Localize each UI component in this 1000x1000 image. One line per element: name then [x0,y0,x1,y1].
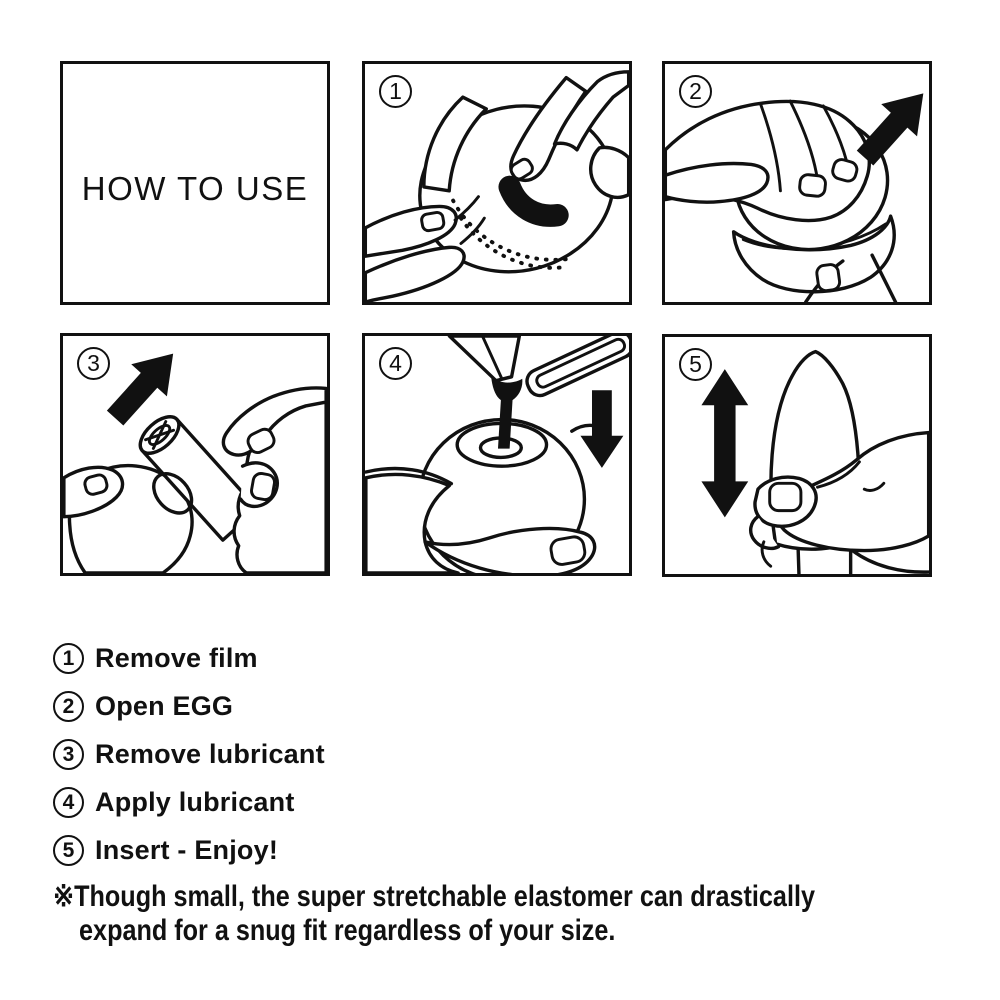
list-item [53,730,325,778]
step-2-number: 2 [53,691,84,722]
footnote [53,880,969,948]
panel-step-2 [662,61,932,305]
list-item [53,826,325,874]
step-legend [53,634,325,874]
lower-thumbnail [816,264,841,292]
footnote-line-1: ※Though small, the super stretchable elastomer can drastically [53,880,815,913]
step-1-circle-number: 1 [379,75,412,108]
panel-step-5 [662,334,932,577]
thumbnail [421,211,445,231]
step-3-number: 3 [53,739,84,770]
step-3-circle-number: 3 [77,347,110,380]
tube-crimped-end [523,336,629,399]
how-to-use-title: HOW TO USE [81,170,309,207]
step-2-circle-number: 2 [679,75,712,108]
step-5-circle-number: 5 [679,348,712,381]
panel-how-to-use [60,61,330,305]
step-1-label: Remove film [95,642,258,673]
step-4-label: Apply lubricant [95,786,295,817]
wrist-line [853,551,929,573]
list-item [53,634,325,682]
fingernail-1 [799,174,826,197]
step-5-number: 5 [53,835,84,866]
reference-mark: ※ [53,880,75,913]
right-thumbnail [250,472,275,501]
step-1-number: 1 [53,643,84,674]
list-item [53,778,325,826]
panel-step-3 [60,333,330,576]
step-3-label: Remove lubricant [95,738,325,769]
step-4-number: 4 [53,787,84,818]
down-arrow-icon [580,390,623,468]
thumb [665,164,768,203]
panel-step-4 [362,333,632,576]
step-5-label: Insert - Enjoy! [95,834,279,865]
list-item [53,682,325,730]
thumbnail [549,535,586,566]
up-down-arrow-icon [701,369,748,517]
panel-step-1 [362,61,632,305]
thumbnail [770,483,801,510]
step-4-circle-number: 4 [379,347,412,380]
step-2-label: Open EGG [95,690,234,721]
footnote-line-2: expand for a snug fit regardless of your size. [79,914,616,947]
